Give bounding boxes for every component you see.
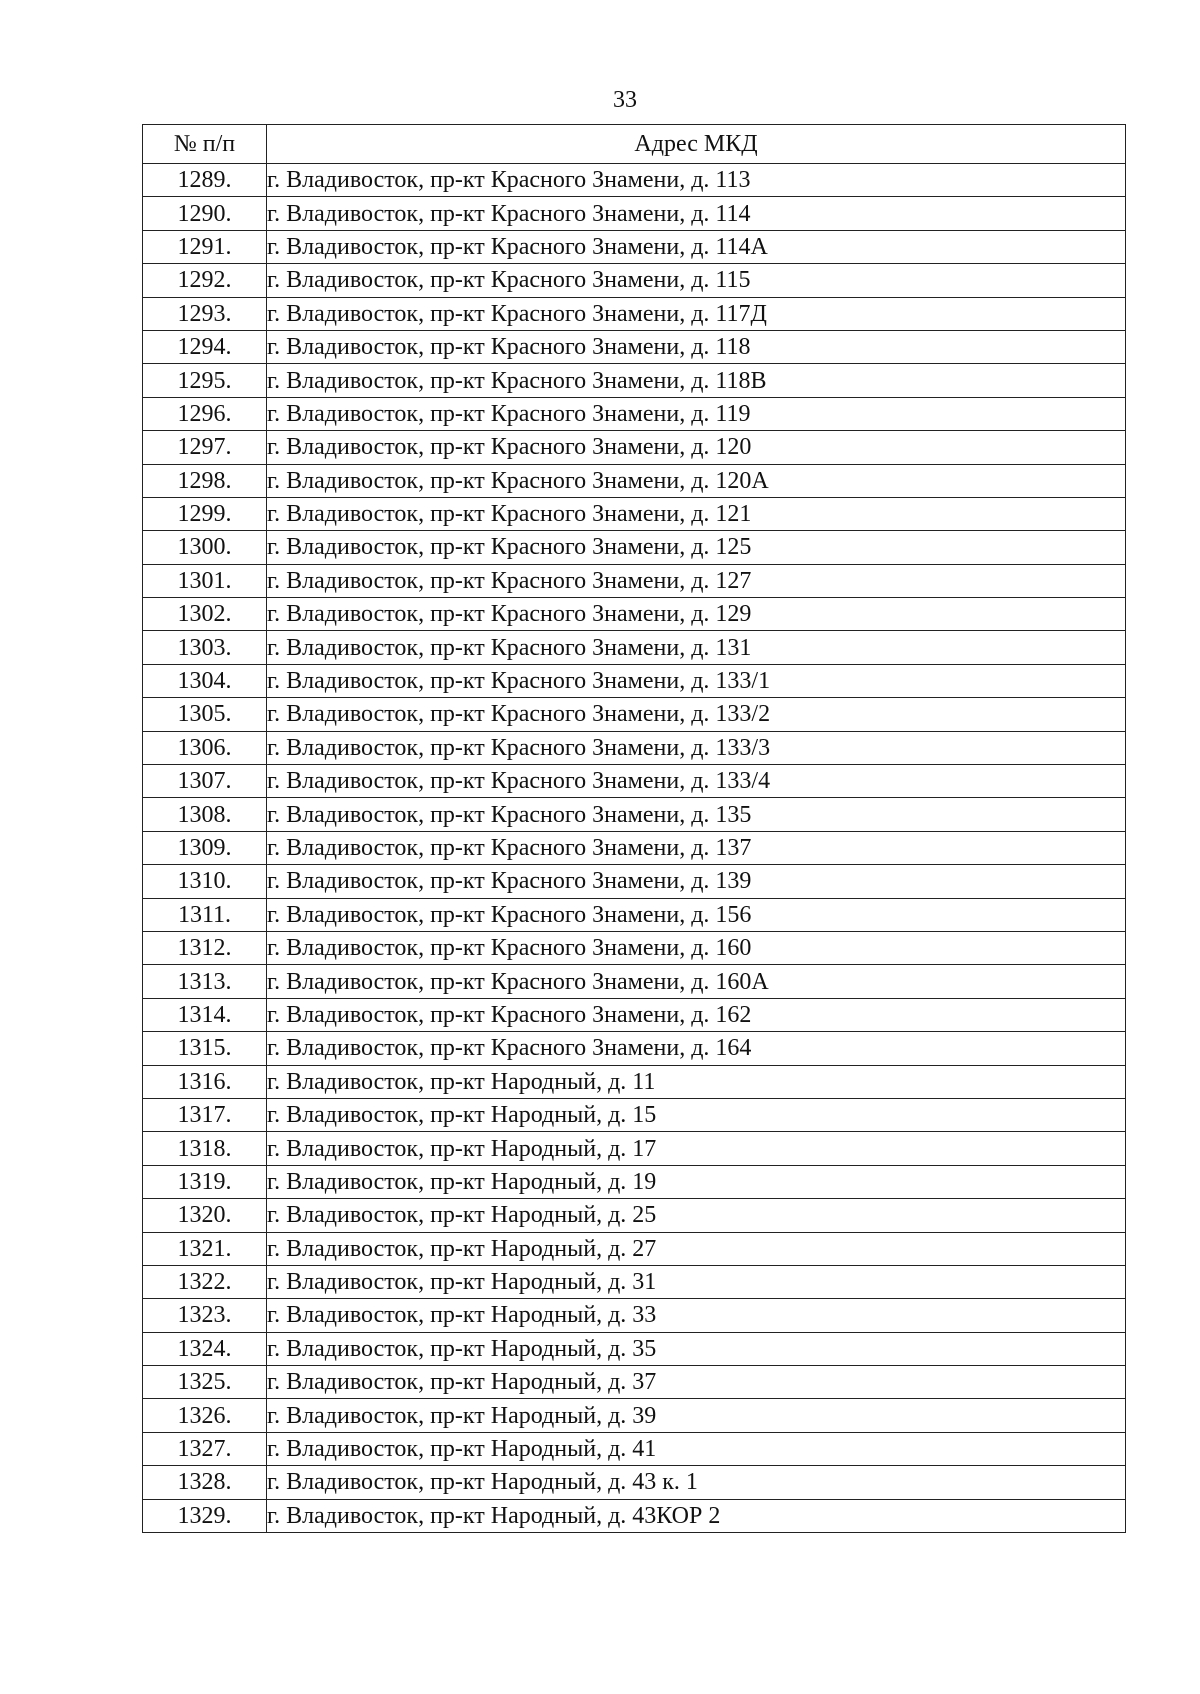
table-row: [143, 998, 1126, 1031]
table-row: [143, 330, 1126, 363]
table-row: [143, 1032, 1126, 1065]
row-number: 1308.: [143, 798, 267, 831]
row-number: 1299.: [143, 497, 267, 530]
row-address: г. Владивосток, пр-кт Красного Знамени, д. 127: [267, 564, 1126, 597]
row-address: г. Владивосток, пр-кт Красного Знамени, д. 120: [267, 431, 1126, 464]
table-row: [143, 297, 1126, 330]
table-row: [143, 831, 1126, 864]
row-address: г. Владивосток, пр-кт Красного Знамени, д. 162: [267, 998, 1126, 1031]
row-number: 1292.: [143, 264, 267, 297]
row-address: г. Владивосток, пр-кт Народный, д. 19: [267, 1165, 1126, 1198]
row-address: г. Владивосток, пр-кт Красного Знамени, д. 115: [267, 264, 1126, 297]
row-number: 1291.: [143, 230, 267, 263]
row-number: 1328.: [143, 1466, 267, 1499]
table-row: [143, 1399, 1126, 1432]
table-row: [143, 1466, 1126, 1499]
row-number: 1294.: [143, 330, 267, 363]
table-body: [143, 164, 1126, 1533]
row-address: г. Владивосток, пр-кт Красного Знамени, д. 118: [267, 330, 1126, 363]
table-row: [143, 765, 1126, 798]
row-address: г. Владивосток, пр-кт Красного Знамени, д. 129: [267, 598, 1126, 631]
table-row: [143, 1232, 1126, 1265]
row-number: 1304.: [143, 664, 267, 697]
table-row: [143, 1265, 1126, 1298]
table-row: [143, 564, 1126, 597]
header-row: [143, 125, 1126, 164]
row-address: г. Владивосток, пр-кт Народный, д. 43 к. 1: [267, 1466, 1126, 1499]
table-row: [143, 230, 1126, 263]
row-address: г. Владивосток, пр-кт Красного Знамени, д. 133/2: [267, 698, 1126, 731]
row-number: 1320.: [143, 1199, 267, 1232]
row-address: г. Владивосток, пр-кт Народный, д. 27: [267, 1232, 1126, 1265]
table-row: [143, 664, 1126, 697]
row-address: г. Владивосток, пр-кт Народный, д. 37: [267, 1366, 1126, 1399]
table-row: [143, 431, 1126, 464]
row-address: г. Владивосток, пр-кт Народный, д. 33: [267, 1299, 1126, 1332]
header-address: Адрес МКД: [267, 125, 1126, 164]
row-address: г. Владивосток, пр-кт Красного Знамени, д. 137: [267, 831, 1126, 864]
row-number: 1302.: [143, 598, 267, 631]
row-number: 1318.: [143, 1132, 267, 1165]
row-address: г. Владивосток, пр-кт Красного Знамени, д. 164: [267, 1032, 1126, 1065]
table-row: [143, 898, 1126, 931]
row-number: 1316.: [143, 1065, 267, 1098]
table-row: [143, 197, 1126, 230]
row-number: 1309.: [143, 831, 267, 864]
row-address: г. Владивосток, пр-кт Красного Знамени, д. 120А: [267, 464, 1126, 497]
table-row: [143, 1098, 1126, 1131]
table-row: [143, 598, 1126, 631]
row-number: 1303.: [143, 631, 267, 664]
table-row: [143, 631, 1126, 664]
row-address: г. Владивосток, пр-кт Народный, д. 39: [267, 1399, 1126, 1432]
row-number: 1293.: [143, 297, 267, 330]
row-number: 1298.: [143, 464, 267, 497]
row-number: 1321.: [143, 1232, 267, 1265]
table-row: [143, 164, 1126, 197]
table-header: [143, 125, 1126, 164]
table-row: [143, 1366, 1126, 1399]
row-address: г. Владивосток, пр-кт Красного Знамени, д. 113: [267, 164, 1126, 197]
row-number: 1306.: [143, 731, 267, 764]
table-row: [143, 1165, 1126, 1198]
table-row: [143, 397, 1126, 430]
row-address: г. Владивосток, пр-кт Красного Знамени, д. 133/3: [267, 731, 1126, 764]
row-number: 1313.: [143, 965, 267, 998]
row-number: 1300.: [143, 531, 267, 564]
row-address: г. Владивосток, пр-кт Красного Знамени, д. 118В: [267, 364, 1126, 397]
row-address: г. Владивосток, пр-кт Народный, д. 35: [267, 1332, 1126, 1365]
row-number: 1314.: [143, 998, 267, 1031]
table-row: [143, 1065, 1126, 1098]
row-address: г. Владивосток, пр-кт Красного Знамени, д. 135: [267, 798, 1126, 831]
table-row: [143, 798, 1126, 831]
row-address: г. Владивосток, пр-кт Красного Знамени, д. 117Д: [267, 297, 1126, 330]
table-row: [143, 965, 1126, 998]
row-number: 1326.: [143, 1399, 267, 1432]
row-address: г. Владивосток, пр-кт Красного Знамени, д. 160: [267, 931, 1126, 964]
row-number: 1296.: [143, 397, 267, 430]
row-address: г. Владивосток, пр-кт Красного Знамени, д. 119: [267, 397, 1126, 430]
table-row: [143, 1432, 1126, 1465]
row-number: 1323.: [143, 1299, 267, 1332]
row-number: 1319.: [143, 1165, 267, 1198]
table-row: [143, 1299, 1126, 1332]
row-number: 1312.: [143, 931, 267, 964]
row-number: 1310.: [143, 865, 267, 898]
table-row: [143, 865, 1126, 898]
row-number: 1324.: [143, 1332, 267, 1365]
row-number: 1307.: [143, 765, 267, 798]
row-address: г. Владивосток, пр-кт Красного Знамени, д. 114: [267, 197, 1126, 230]
table-row: [143, 731, 1126, 764]
table-row: [143, 1332, 1126, 1365]
address-table: [142, 124, 1126, 1533]
row-number: 1317.: [143, 1098, 267, 1131]
row-number: 1290.: [143, 197, 267, 230]
row-address: г. Владивосток, пр-кт Красного Знамени, д. 121: [267, 497, 1126, 530]
row-address: г. Владивосток, пр-кт Народный, д. 41: [267, 1432, 1126, 1465]
table-row: [143, 931, 1126, 964]
header-num: № п/п: [143, 125, 267, 164]
row-number: 1301.: [143, 564, 267, 597]
row-number: 1322.: [143, 1265, 267, 1298]
row-address: г. Владивосток, пр-кт Народный, д. 43КОР 2: [267, 1499, 1126, 1532]
row-address: г. Владивосток, пр-кт Красного Знамени, д. 125: [267, 531, 1126, 564]
row-number: 1315.: [143, 1032, 267, 1065]
row-address: г. Владивосток, пр-кт Красного Знамени, д. 114А: [267, 230, 1126, 263]
table-row: [143, 1199, 1126, 1232]
table-row: [143, 497, 1126, 530]
row-address: г. Владивосток, пр-кт Народный, д. 31: [267, 1265, 1126, 1298]
row-address: г. Владивосток, пр-кт Красного Знамени, д. 160А: [267, 965, 1126, 998]
row-address: г. Владивосток, пр-кт Народный, д. 15: [267, 1098, 1126, 1131]
row-address: г. Владивосток, пр-кт Красного Знамени, д. 156: [267, 898, 1126, 931]
table-row: [143, 464, 1126, 497]
table-row: [143, 264, 1126, 297]
row-number: 1329.: [143, 1499, 267, 1532]
row-number: 1311.: [143, 898, 267, 931]
row-address: г. Владивосток, пр-кт Народный, д. 17: [267, 1132, 1126, 1165]
row-address: г. Владивосток, пр-кт Народный, д. 11: [267, 1065, 1126, 1098]
table-row: [143, 531, 1126, 564]
page-number: 33: [613, 87, 637, 113]
row-address: г. Владивосток, пр-кт Красного Знамени, д. 133/1: [267, 664, 1126, 697]
table-row: [143, 698, 1126, 731]
table-row: [143, 1132, 1126, 1165]
row-number: 1305.: [143, 698, 267, 731]
table-row: [143, 364, 1126, 397]
row-number: 1325.: [143, 1366, 267, 1399]
table-row: [143, 1499, 1126, 1532]
row-address: г. Владивосток, пр-кт Красного Знамени, д. 131: [267, 631, 1126, 664]
row-number: 1295.: [143, 364, 267, 397]
row-number: 1297.: [143, 431, 267, 464]
row-address: г. Владивосток, пр-кт Красного Знамени, д. 139: [267, 865, 1126, 898]
row-address: г. Владивосток, пр-кт Красного Знамени, д. 133/4: [267, 765, 1126, 798]
row-address: г. Владивосток, пр-кт Народный, д. 25: [267, 1199, 1126, 1232]
row-number: 1327.: [143, 1432, 267, 1465]
row-number: 1289.: [143, 164, 267, 197]
